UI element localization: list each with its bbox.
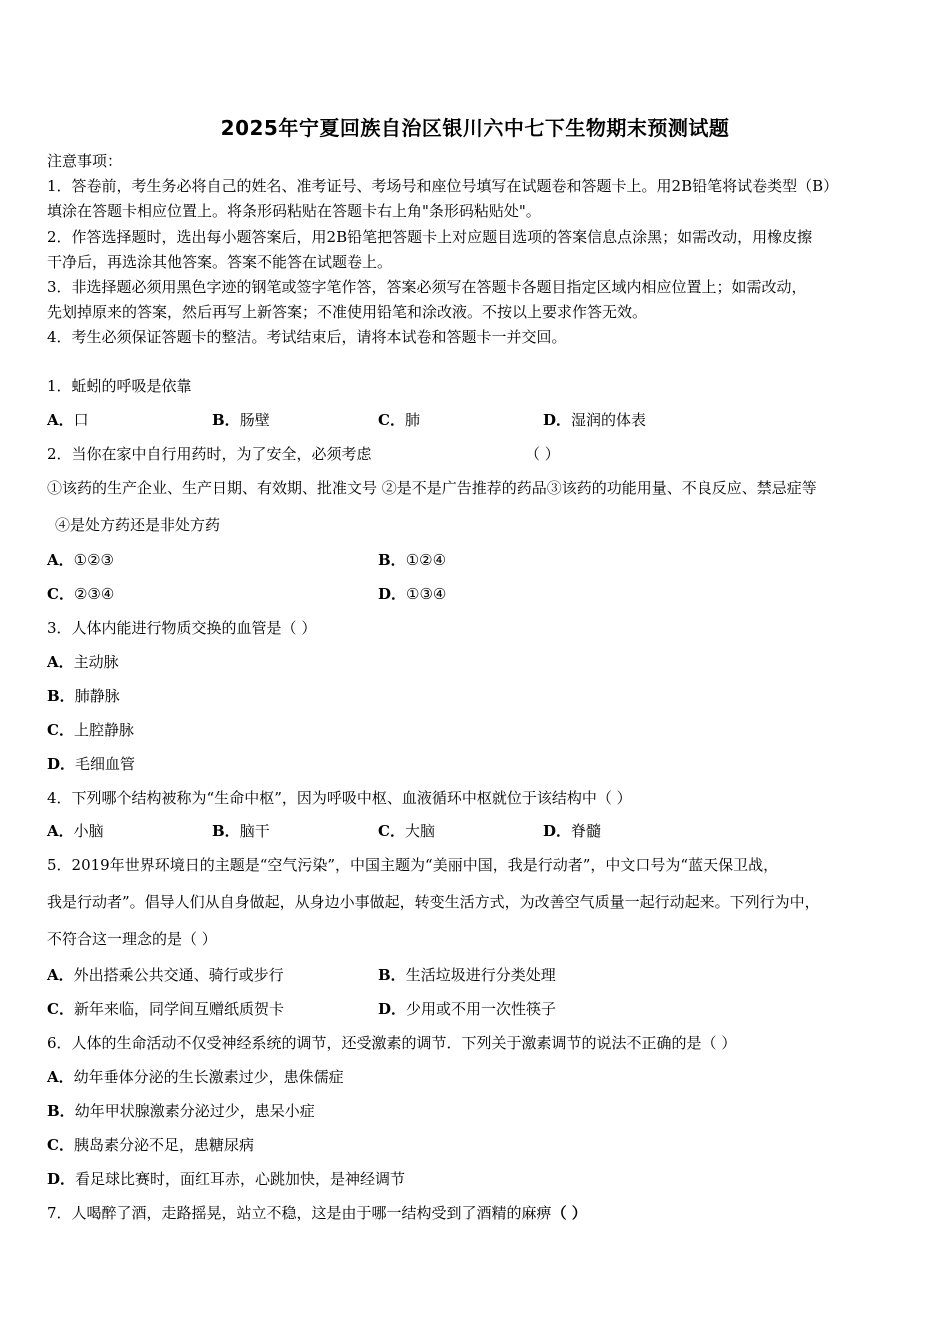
- option-key: C．: [378, 822, 405, 840]
- question-1-stem: 1．蚯蚓的呼吸是依靠: [47, 377, 192, 395]
- option-text: 口: [73, 411, 89, 429]
- q1-option-d: [543, 410, 646, 430]
- q3-option-a: [47, 652, 119, 672]
- option-text: 幼年垂体分泌的生长激素过少，患侏儒症: [73, 1068, 344, 1086]
- option-text: 新年来临，同学间互赠纸质贺卡: [73, 1000, 284, 1018]
- question-4-stem: 4．下列哪个结构被称为“生命中枢”，因为呼吸中枢、血液循环中枢就位于该结构中（ ）: [47, 789, 632, 807]
- option-text: 看足球比赛时，面红耳赤，心跳加快，是神经调节: [75, 1170, 406, 1188]
- option-text: 脊髓: [571, 822, 602, 840]
- option-key: D．: [543, 411, 572, 429]
- q5-option-a: [47, 965, 284, 985]
- question-5-stem: 不符合这一理念的是（ ）: [47, 930, 217, 948]
- option-text: 毛细血管: [75, 755, 136, 773]
- option-text: ②③④: [73, 585, 115, 603]
- notice-line: 3．非选择题必须用黑色字迹的钢笔或签字笔作答，答案必须写在答题卡各题目指定区域内相应位置上；如需改动，: [47, 278, 807, 296]
- q4-option-b: [212, 821, 270, 841]
- question-7-stem: [47, 1203, 587, 1223]
- q5-option-d: [378, 999, 556, 1019]
- option-text: 上腔静脉: [73, 721, 134, 739]
- option-text: 大脑: [404, 822, 435, 840]
- option-text: 生活垃圾进行分类处理: [405, 966, 556, 984]
- option-key: D．: [47, 755, 76, 773]
- exam-title: 2025年宁夏回族自治区银川六中七下生物期末预测试题: [220, 116, 730, 140]
- notice-line: 2．作答选择题时，选出每小题答案后，用2B铅笔把答题卡上对应题目选项的答案信息点涂黑；如需改动，用橡皮擦: [47, 228, 813, 246]
- question-2-choices-line: ④是处方药还是非处方药: [55, 516, 221, 534]
- option-key: A．: [47, 966, 74, 984]
- q3-option-d: [47, 754, 135, 774]
- q5-option-c: [47, 999, 284, 1019]
- q1-option-c: [378, 410, 420, 430]
- option-key: D．: [378, 1000, 407, 1018]
- q2-option-a: [47, 550, 114, 570]
- option-text: 肺: [404, 411, 420, 429]
- option-key: C．: [47, 1136, 74, 1154]
- option-text: 肠壁: [239, 411, 270, 429]
- q6-option-b: [47, 1101, 315, 1121]
- option-text: 湿润的体表: [571, 411, 647, 429]
- option-text: 幼年甲状腺激素分泌过少，患呆小症: [74, 1102, 315, 1120]
- option-text: ①②③: [73, 551, 114, 569]
- option-key: B．: [47, 1102, 75, 1120]
- question-5-stem: 我是行动者”。倡导人们从自身做起，从身边小事做起，转变生活方式，为改善空气质量一起行动起来。下列行为中，: [47, 893, 820, 911]
- option-key: B．: [378, 551, 406, 569]
- option-text: ①②④: [405, 551, 447, 569]
- q1-option-a: [47, 410, 89, 430]
- option-key: B．: [378, 966, 406, 984]
- q2-option-d: [378, 584, 446, 604]
- option-key: C．: [47, 1000, 74, 1018]
- q6-option-d: [47, 1169, 405, 1189]
- option-text: 小脑: [73, 822, 104, 840]
- option-key: A．: [47, 653, 74, 671]
- q4-option-c: [378, 821, 435, 841]
- option-text: 胰岛素分泌不足，患糖尿病: [73, 1136, 254, 1154]
- q3-option-b: [47, 686, 120, 706]
- q3-option-c: [47, 720, 134, 740]
- q5-option-b: [378, 965, 556, 985]
- q4-option-a: [47, 821, 104, 841]
- q6-option-c: [47, 1135, 254, 1155]
- option-key: D．: [47, 1170, 76, 1188]
- option-key: A．: [47, 1068, 74, 1086]
- option-text: 脑干: [239, 822, 270, 840]
- option-key: A．: [47, 551, 74, 569]
- option-key: B．: [47, 687, 75, 705]
- question-3-stem: 3．人体内能进行物质交换的血管是（ ）: [47, 619, 317, 637]
- question-5-stem: 5．2019年世界环境日的主题是“空气污染”，中国主题为“美丽中国，我是行动者”，中文口号为“蓝天保卫战，: [47, 856, 779, 874]
- option-key: C．: [47, 721, 74, 739]
- q1-option-b: [212, 410, 270, 430]
- option-key: D．: [378, 585, 407, 603]
- q2-option-b: [378, 550, 446, 570]
- question-2-choices-line: ①该药的生产企业、生产日期、有效期、批准文号 ②是不是广告推荐的药品③该药的功能用量、不良反应、禁忌症等: [47, 479, 817, 497]
- option-text: 外出搭乘公共交通、骑行或步行: [73, 966, 284, 984]
- option-key: B．: [212, 822, 240, 840]
- question-2-paren: （ ）: [525, 445, 560, 463]
- option-key: B．: [212, 411, 240, 429]
- notice-line: 先划掉原来的答案，然后再写上新答案；不准使用铅笔和涂改液。不按以上要求作答无效。: [47, 303, 648, 321]
- notice-heading: 注意事项：: [47, 152, 123, 170]
- option-key: C．: [378, 411, 405, 429]
- notice-line: 4．考生必须保证答题卡的整洁。考试结束后，请将本试卷和答题卡一并交回。: [47, 328, 567, 346]
- option-text: 少用或不用一次性筷子: [406, 1000, 557, 1018]
- option-text: 主动脉: [73, 653, 119, 671]
- notice-line: 干净后，再选涂其他答案。答案不能答在试题卷上。: [47, 253, 393, 271]
- option-key: A．: [47, 822, 74, 840]
- notice-line: 1．答卷前，考生务必将自己的姓名、准考证号、考场号和座位号填写在试题卷和答题卡上。用2B铅笔将试卷类型（B）: [47, 177, 839, 195]
- q2-option-c: [47, 584, 114, 604]
- q6-option-a: [47, 1067, 344, 1087]
- question-2-stem: 2．当你在家中自行用药时，为了安全，必须考虑: [47, 445, 372, 463]
- option-key: D．: [543, 822, 572, 840]
- notice-line: 填涂在答题卡相应位置上。将条形码粘贴在答题卡右上角"条形码粘贴处"。: [47, 202, 541, 220]
- q4-option-d: [543, 821, 601, 841]
- option-key: C．: [47, 585, 74, 603]
- question-7-paren: （ ）: [551, 1204, 587, 1222]
- option-text: ①③④: [406, 585, 447, 603]
- question-6-stem: 6．人体的生命活动不仅受神经系统的调节，还受激素的调节．下列关于激素调节的说法不正确的是（ ）: [47, 1034, 737, 1052]
- question-7-text: 7．人喝醉了酒，走路摇晃，站立不稳，这是由于哪一结构受到了酒精的麻痹: [47, 1204, 552, 1222]
- option-key: A．: [47, 411, 74, 429]
- option-text: 肺静脉: [74, 687, 120, 705]
